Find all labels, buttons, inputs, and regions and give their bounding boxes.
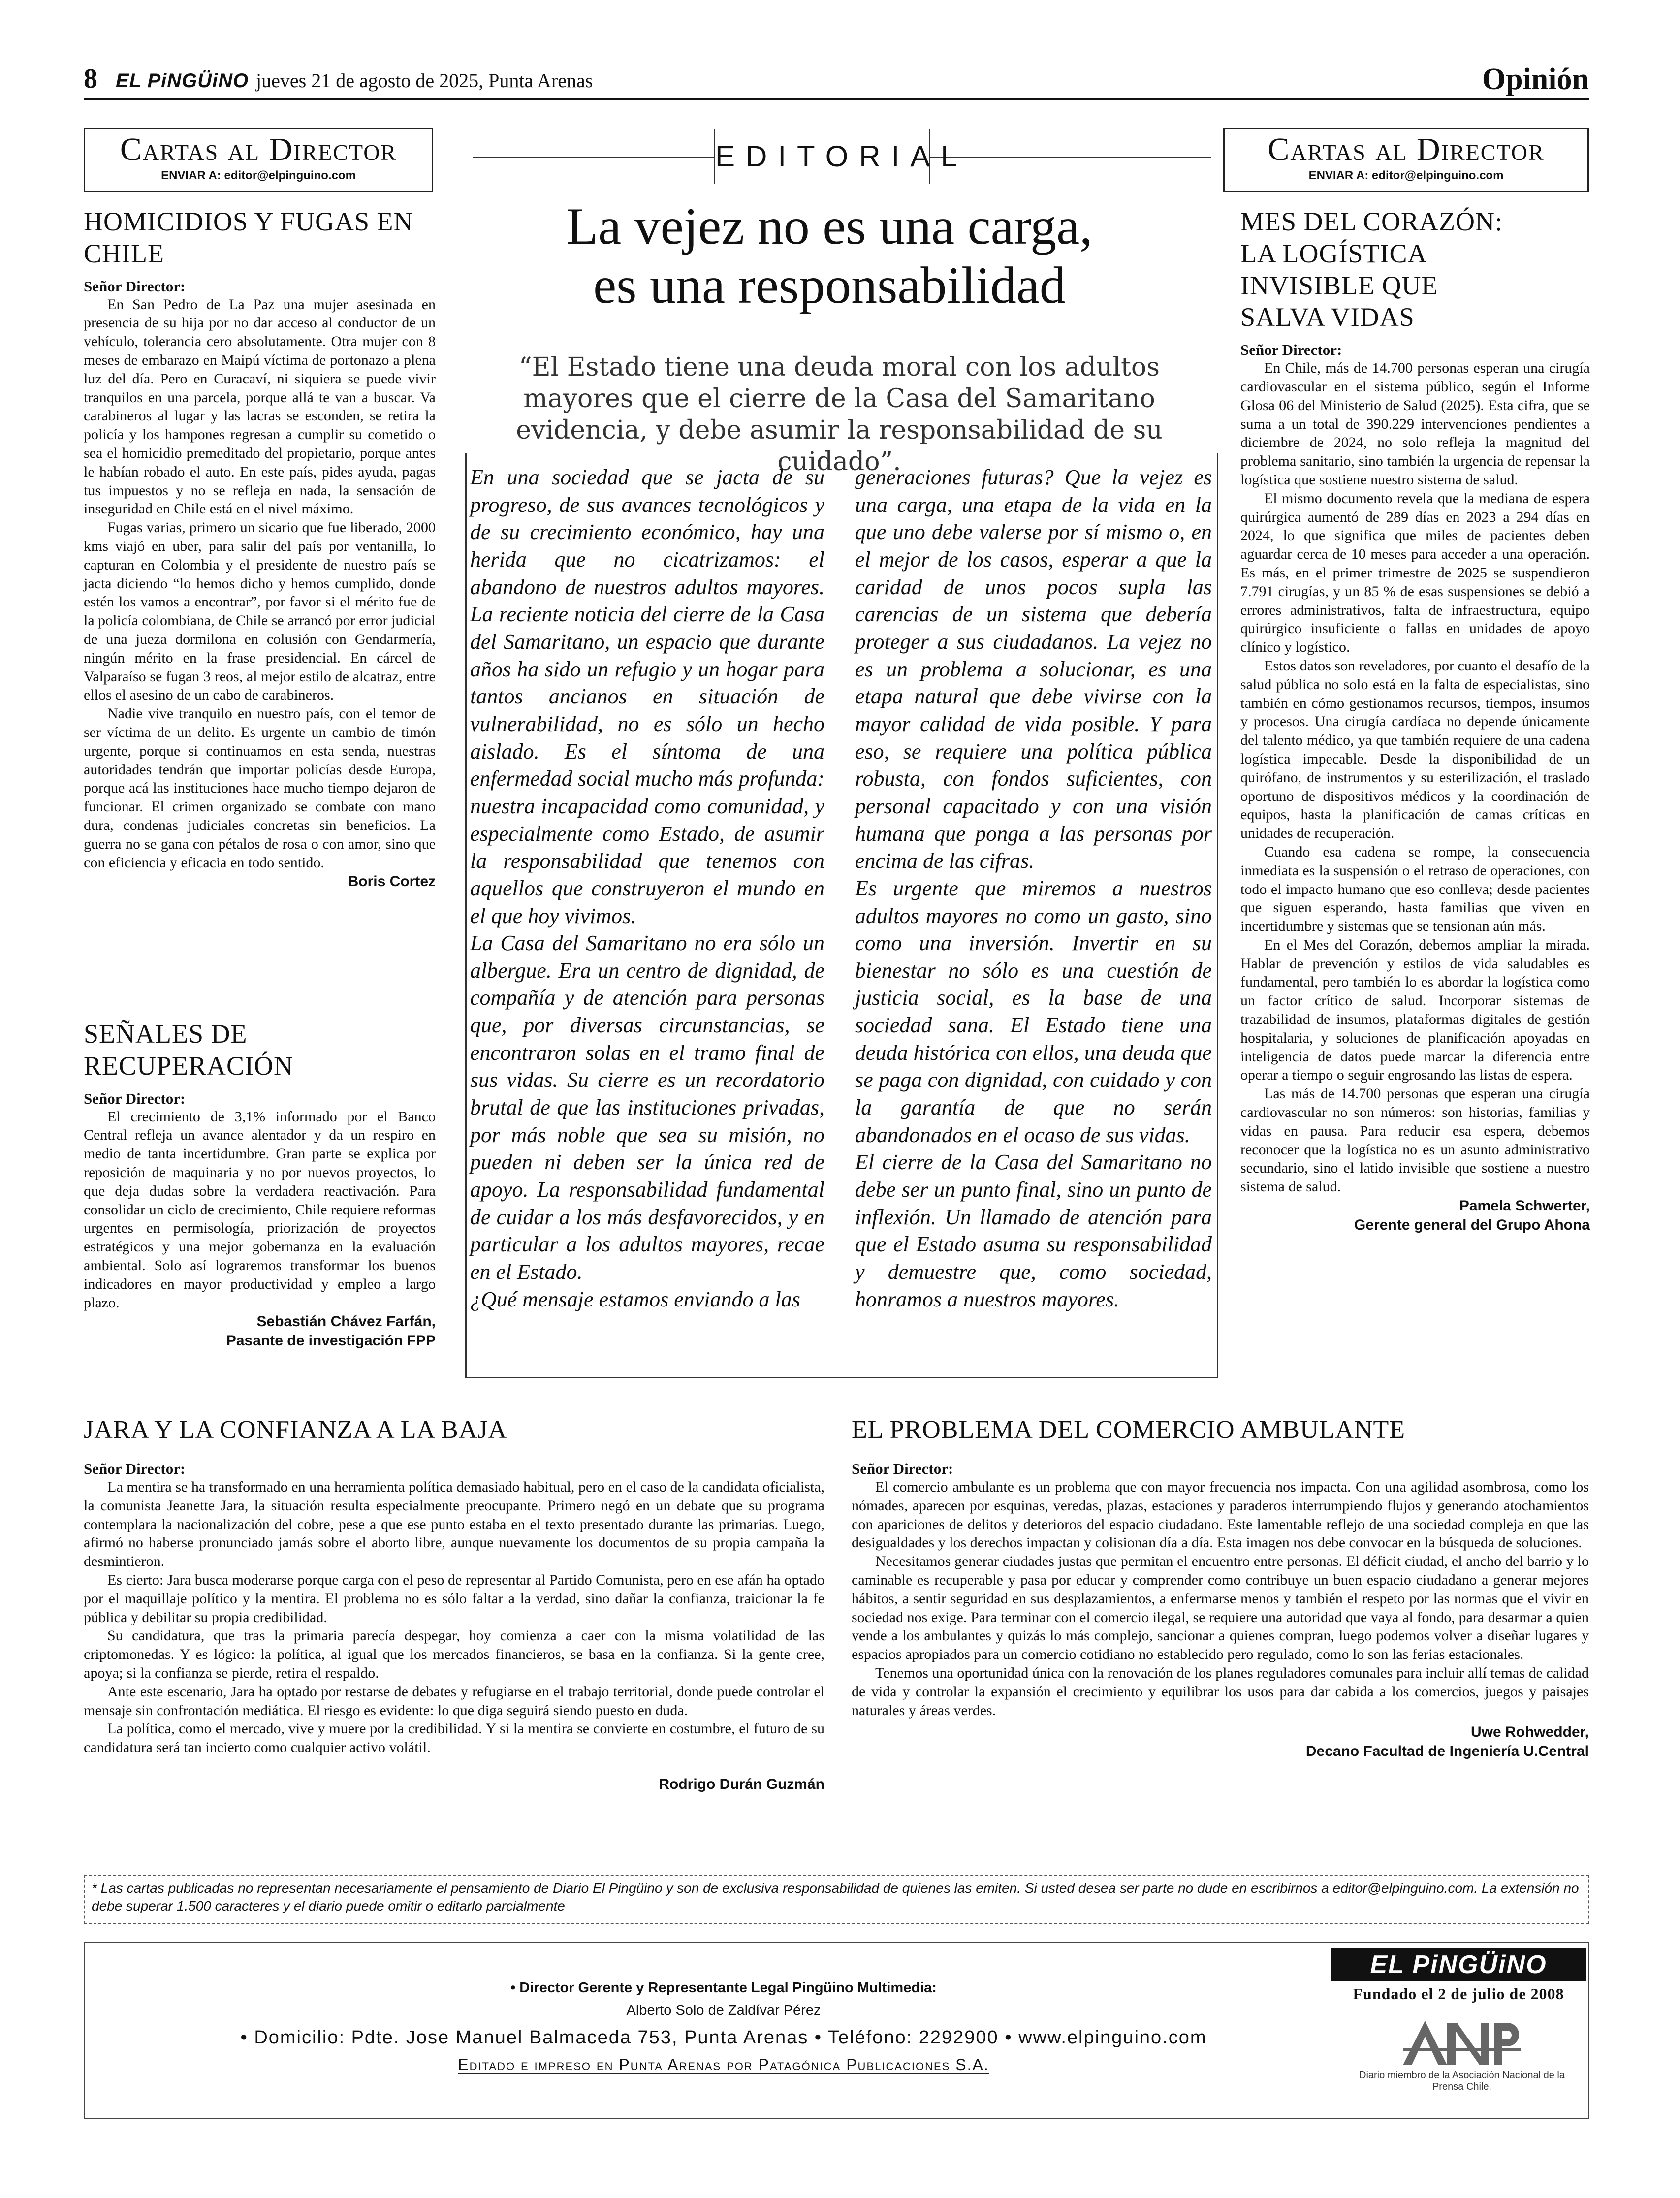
paragraph: Es urgente que miremos a nuestros adultos mayores no como un gasto, sino como una inversión. Invertir en su bienestar no sólo es una cuestión de justicia social, es la base de una sociedad sana. El Estado tiene una deuda histórica con ellos, una deuda que se paga con dignidad, con cuidado y con la garantía de que no serán abandonados en el ocaso de sus vidas.	[855, 876, 1212, 1147]
disclaimer-box	[84, 1875, 1589, 1924]
letter-corazon	[1240, 206, 1590, 1235]
section-title: Opinión	[1482, 63, 1589, 96]
editorial-column-2	[855, 464, 1212, 1313]
cartas-box-left	[84, 128, 433, 192]
letter-title: MES DEL CORAZÓN: LA LOGÍSTICA INVISIBLE QUE SALVA VIDAS	[1240, 207, 1503, 332]
paragraph: Cuando esa cadena se rompe, la consecuencia inmediata es la suspensión o el retraso de operaciones, con todo el impacto humano que eso conlleva; desde pacientes que siguen esperando, hasta familias que viven en incertidumbre y sistemas que se tensionan aún más.	[1240, 843, 1590, 935]
letter-body	[84, 1108, 436, 1312]
paragraph: En una sociedad que se jacta de su progreso, de sus avances tecnológicos y de su crecimiento económico, hay una herida que no cicatrizamos: el abandono de nuestros adultos mayores. La reciente noticia del cierre de la Casa del Samaritano, un espacio que durante años ha sido un refugio y un hogar para tantos ancianos en situación de vulnerabilidad, no es sólo un hecho aislado. Es el síntoma de una enfermedad social mucho más profunda: nuestra incapacidad como comunidad, y especialmente como Estado, de asumir la responsabilidad que tenemos con aquellos que construyeron el mundo en el que hoy vivimos.	[470, 465, 824, 928]
editorial-title-line: La vejez no es una carga,	[566, 197, 1093, 255]
letter-jara	[84, 1415, 824, 1794]
masthead-logo: EL PiNGÜiNO	[116, 70, 249, 92]
paragraph: En San Pedro de La Paz una mujer asesinada en presencia de su hija por no dar acceso al conductor de un vehículo, tolerancia cero absolutamente. Otra mujer con 8 meses de embarazo en Maipú víctima de portonazo a plena luz del día. Pero en Curacaví, ni siquiera se puede vivir tranquilos en una parcela, porque allá te van a buscar. Va carabineros al lugar y las lacras se esconden, se retira la policía y los hampones regresan a cumplir su cometido o sea el homicidio premeditado del propietario, porque antes le habían robado el auto. En este país, pides ayuda, pagas tus impuestos y no se refleja en nada, la sensación de inseguridad en Chile está en el nivel máximo.	[84, 296, 436, 517]
signature-name: Sebastián Chávez Farfán,	[256, 1313, 436, 1330]
page-number: 8	[84, 64, 97, 94]
director-name: Alberto Solo de Zaldívar Pérez	[626, 2003, 821, 2018]
disclaimer-text: * Las cartas publicadas no representan necesariamente el pensamiento de Diario El Pingüino y son de exclusiva responsabilidad de quienes las emiten. Si usted desea ser parte no dude en escribirnos a editor@elpinguino.com. La extensión no debe superar 1.500 caracteres y el diario puede omitir o editarlo parcialmente	[92, 1880, 1579, 1914]
paragraph: Su candidatura, que tras la primaria parecía despegar, hoy comienza a caer con la misma volatilidad de las criptomonedas. Y es lógico: la política, al igual que los mercados financieros, se basa en la confianza. Si la gente cree, apoya; si la confianza se pierde, retira el respaldo.	[84, 1627, 824, 1681]
salutation: Señor Director:	[84, 277, 186, 295]
paragraph: Las más de 14.700 personas que esperan una cirugía cardiovascular no son números: son historias, familias y vidas en pausa. Para reducir esa espera, debemos reconocer que la logística no es un asunto administrativo secundario, sino el latido invisible que sostiene a nuestro sistema de salud.	[1240, 1085, 1590, 1195]
salutation: Señor Director:	[852, 1460, 953, 1477]
paragraph: El comercio ambulante es un problema que con mayor frecuencia nos impacta. Con una agilidad asombrosa, como los nómades, aparecen por esquinas, veredas, plazas, estaciones y paraderos interrumpiendo flujos y generando atochamientos con apariciones de delitos y deterioros del espacio ciudadano. Este lamentable reflejo de una sociedad compleja en que las desigualdades y los derechos impactan y colisionan día a día. Esta imagen nos debe convocar en la búsqueda de soluciones.	[852, 1479, 1589, 1551]
letter-senales	[84, 1018, 436, 1350]
letter-comercio	[852, 1415, 1589, 1761]
letter-homicidios	[84, 206, 436, 891]
signature-role: Gerente general del Grupo Ahona	[1354, 1217, 1590, 1234]
paragraph: Nadie vive tranquilo en nuestro país, con el temor de ser víctima de un delito. Es urgente un cambio de timón urgente, porque si continuamos en esta senda, nuestras autoridades tendrán que importar policías desde Europa, porque acá las instituciones hace mucho tiempo dejaron de funcionar. El crimen organizado se combate con mano dura, condenas judiciales concretas sin beneficios. La guerra no se gana con pétalos de rosa o con amor, sino que con eficiencia y eficacia en todo sentido.	[84, 705, 436, 871]
cartas-subtitle: ENVIAR A: editor@elpinguino.com	[1308, 169, 1504, 182]
paragraph: La política, como el mercado, vive y muere por la credibilidad. Y si la mentira se convierte en costumbre, el futuro de su candidatura será tan incierto como cualquier activo volátil.	[84, 1720, 824, 1756]
cartas-box-right	[1223, 128, 1589, 192]
paragraph: Estos datos son reveladores, por cuanto el desafío de la salud pública no solo está en la falta de especialistas, sino también en cómo gestionamos recursos, tiempos, insumos y procesos. Una cirugía cardíaca no depende únicamente del talento médico, ya que también requiere de una cadena logística impecable. Desde la disponibilidad de un quirófano, de instrumentos y su esterilización, el traslado oportuno de dispositivos médicos y la coordinación de equipos, hasta la planificación de camas críticas en unidades de recuperación.	[1240, 657, 1590, 842]
editorial-rule-right	[930, 157, 1211, 158]
paragraph: En Chile, más de 14.700 personas esperan una cirugía cardiovascular en el sistema público, según el Informe Glosa 06 del Ministerio de Salud (2025). Esta cifra, que se suma a un total de 390.229 intervenciones pendientes a diciembre de 2024, no solo refleja la magnitud del problema sanitario, sino también la urgencia de repensar la logística que sostiene nuestro sistema de salud.	[1240, 360, 1590, 488]
editorial-rule-left	[473, 157, 714, 158]
signature-name: Pamela Schwerter,	[1459, 1198, 1590, 1214]
publisher-text: Editado e impreso en Punta Arenas por Patagónica Publicaciones S.A.	[458, 2056, 989, 2073]
letter-title: JARA Y LA CONFIANZA A LA BAJA	[84, 1416, 507, 1444]
letter-body	[84, 295, 436, 872]
paragraph: ¿Qué mensaje estamos enviando a las	[470, 1287, 800, 1311]
editorial-quote: “El Estado tiene una deuda moral con los adultos mayores que el cierre de la Casa del Samaritano evidencia, y debe asumir la responsabilidad de su cuidado”.	[516, 352, 1163, 477]
footer-address: • Domicilio: Pdte. Jose Manuel Balmaceda 753, Punta Arenas • Teléfono: 2292900 • www.elpinguino.com	[240, 2027, 1207, 2048]
paragraph: El crecimiento de 3,1% informado por el Banco Central refleja un avance alentador y da un respiro en medio de tanta incertidumbre. Gran parte se explica por reposición de maquinaria y no por nuevos proyectos, lo que deja dudas sobre la verdadera reactivación. Para consolidar un ciclo de crecimiento, Chile requiere reformas urgentes en permisología, priorización de proyectos estratégicos y una mejor gobernanza en la evaluación ambiental. Solo así lograremos transformar los buenos indicadores en mayor productividad y empleo a largo plazo.	[84, 1108, 436, 1311]
footer-publisher	[197, 2056, 1250, 2074]
signature-name: Uwe Rohwedder,	[1470, 1724, 1589, 1741]
paragraph: El cierre de la Casa del Samaritano no debe ser un punto final, sino un punto de inflexión. Un llamado de atención para que el Estado asuma su responsabilidad y demuestre que, como sociedad, honramos a nuestros mayores.	[855, 1150, 1212, 1311]
paragraph: Tenemos una oportunidad única con la renovación de los planes reguladores comunales para incluir allí temas de calidad de vida y controlar la expansión el crecimiento y equilibrar los usos para dar cabida a los comercios, juegos y paisajes naturales y áreas verdes.	[852, 1664, 1589, 1719]
header-rule	[84, 98, 1589, 100]
footer-logo: EL PiNGÜiNO	[1331, 1948, 1586, 1981]
footer-founded: Fundado el 2 de julio de 2008	[1353, 1985, 1564, 2003]
letter-body	[84, 1478, 824, 1757]
paragraph: Necesitamos generar ciudades justas que permitan el encuentro entre personas. El déficit ciudad, el ancho del barrio y lo caminable es recuperable y pasa por educar y comprender como contribuye un buen espacio ciudadano a generar mejores hábitos, a sentir seguridad en sus desplazamientos, a enfermarse menos y también el respeto por las normas que el vivir en sociedad nos exige. Para terminar con el comercio ilegal, se requiere una autoridad que vaya al fondo, para desarmar a quien vende a los ambulantes y quizás lo más complejo, sancionar a quienes compran, luego podemos volver a diseñar lugares y espacios apropiados para un comercio cotidiano no establecido pero regulado, como lo son las ferias estacionales.	[852, 1553, 1589, 1663]
letter-title: HOMICIDIOS Y FUGAS EN CHILE	[84, 207, 413, 268]
cartas-title: Cartas al Director	[120, 131, 397, 167]
salutation: Señor Director:	[84, 1460, 186, 1477]
director-label: • Director Gerente y Representante Legal Pingüino Multimedia:	[510, 1980, 937, 1996]
paragraph: Ante este escenario, Jara ha optado por restarse de debates y refugiarse en el trabajo territorial, donde puede controlar el mensaje sin confrontación mediática. El riesgo es evidente: lo que diga seguirá siendo puesto en duda.	[84, 1683, 824, 1719]
anp-logo	[1398, 2016, 1526, 2070]
cartas-title: Cartas al Director	[1268, 131, 1545, 167]
letter-body	[1240, 359, 1590, 1196]
signature-role: Pasante de investigación FPP	[226, 1333, 436, 1349]
paragraph: En el Mes del Corazón, debemos ampliar la mirada. Hablar de prevención y estilos de vida saludables es fundamental, pero también lo es abordar la logística como un factor crítico de salud. Incorporar sistemas de trazabilidad de insumos, plataformas digitales de gestión hospitalaria, y soluciones de planificación apoyadas en inteligencia de datos puede marcar la diferencia entre operar a tiempo o seguir engrosando las listas de espera.	[1240, 936, 1590, 1083]
letter-title: EL PROBLEMA DEL COMERCIO AMBULANTE	[852, 1416, 1406, 1444]
signature: Boris Cortez	[348, 873, 436, 890]
cartas-subtitle: ENVIAR A: editor@elpinguino.com	[161, 169, 356, 182]
paragraph: La Casa del Samaritano no era sólo un albergue. Era un centro de dignidad, de compañía y de atención para personas que, por diversas circunstancias, se encontraron solas en el tramo final de sus vidas. Su cierre es un recordatorio brutal de que las instituciones privadas, por más noble que sea su misión, no pueden ni deben ser la única red de apoyo. La responsabilidad fundamental de cuidar a los más desfavorecidos, y en particular a los adultos mayores, recae en el Estado.	[470, 931, 824, 1284]
signature-role: Decano Facultad de Ingeniería U.Central	[1305, 1743, 1589, 1760]
editorial-label-box	[714, 129, 968, 184]
paragraph: La mentira se ha transformado en una herramienta política demasiado habitual, pero en el caso de la candidata oficialista, la comunista Jeanette Jara, la situación resulta especialmente preocupante. Primero negó en un debate que su programa contemplara la nacionalización del cobre, pese a que ese punto estaba en el texto presentado durante las primarias. Luego, afirmó no haberse pronunciado jamás sobre el aborto libre, aunque nuevamente los documentos de su propia campaña la desmintieron.	[84, 1479, 824, 1570]
editorial-title	[465, 197, 1194, 315]
editorial-title-line: es una responsabilidad	[593, 256, 1066, 314]
salutation: Señor Director:	[84, 1089, 186, 1107]
date-line: jueves 21 de agosto de 2025, Punta Arenas	[256, 69, 593, 92]
paragraph: El mismo documento revela que la mediana de espera quirúrgica aumentó de 289 días en 2023 a 294 días en 2024, lo que significa que miles de pacientes deben aguardar cerca de 10 meses para acceder a una operación. Es más, en el primer trimestre de 2025 se suspendieron 7.791 cirugías, y un 85 % de esas suspensiones se debió a errores administrativos, falta de infraestructura, equipo quirúrgico insuficiente o fallas en unidades de apoyo clínico y logístico.	[1240, 490, 1590, 656]
editorial-column-1	[470, 464, 824, 1313]
anp-text: Diario miembro de la Asociación Nacional de la Prensa Chile.	[1359, 2070, 1565, 2092]
letter-title: SEÑALES DE RECUPERACIÓN	[84, 1019, 294, 1081]
paragraph: Es cierto: Jara busca moderarse porque carga con el peso de representar al Partido Comunista, pero en ese afán ha optado por el maquillaje político y la mentira. El problema no es sólo faltar a la verdad, sino dañar la confianza, traicionar la fe pública y debilitar su propia credibilidad.	[84, 1571, 824, 1625]
paragraph: Fugas varias, primero un sicario que fue liberado, 2000 kms viajó en uber, para salir del país por ventanilla, lo capturan en Colombia y el presidente de nuestro país se jacta diciendo “lo hemos dicho y hemos cumplido, donde estén los vamos a encontrar”, por favor si el mérito fue de la policía colombiana, de Chile se arrancó por error judicial de una jueza dormilona en colusión con Gendarmería, ningún mérito en la frase presidencial. En cárcel de Valparaíso se fugan 3 reos, al mejor estilo de alcatraz, entre ellos el asesino de un cabo de carabineros.	[84, 519, 436, 703]
editorial-label: EDITORIAL	[715, 140, 968, 173]
signature: Rodrigo Durán Guzmán	[659, 1776, 824, 1792]
letter-body	[852, 1478, 1589, 1720]
paragraph: generaciones futuras? Que la vejez es una carga, una etapa de la vida en la que uno debe valerse por sí mismo o, en el mejor de los casos, esperar a que la caridad de unos pocos supla las carencias de un sistema que debería proteger a sus ciudadanos. La vejez no es un problema a solucionar, es una etapa natural que debe vivirse con la mayor calidad de vida posible. Y para eso, se requiere una política pública robusta, con fondos suficientes, con personal capacitado y con una visión humana que ponga a las personas por encima de las cifras.	[855, 465, 1212, 873]
salutation: Señor Director:	[1240, 341, 1342, 359]
